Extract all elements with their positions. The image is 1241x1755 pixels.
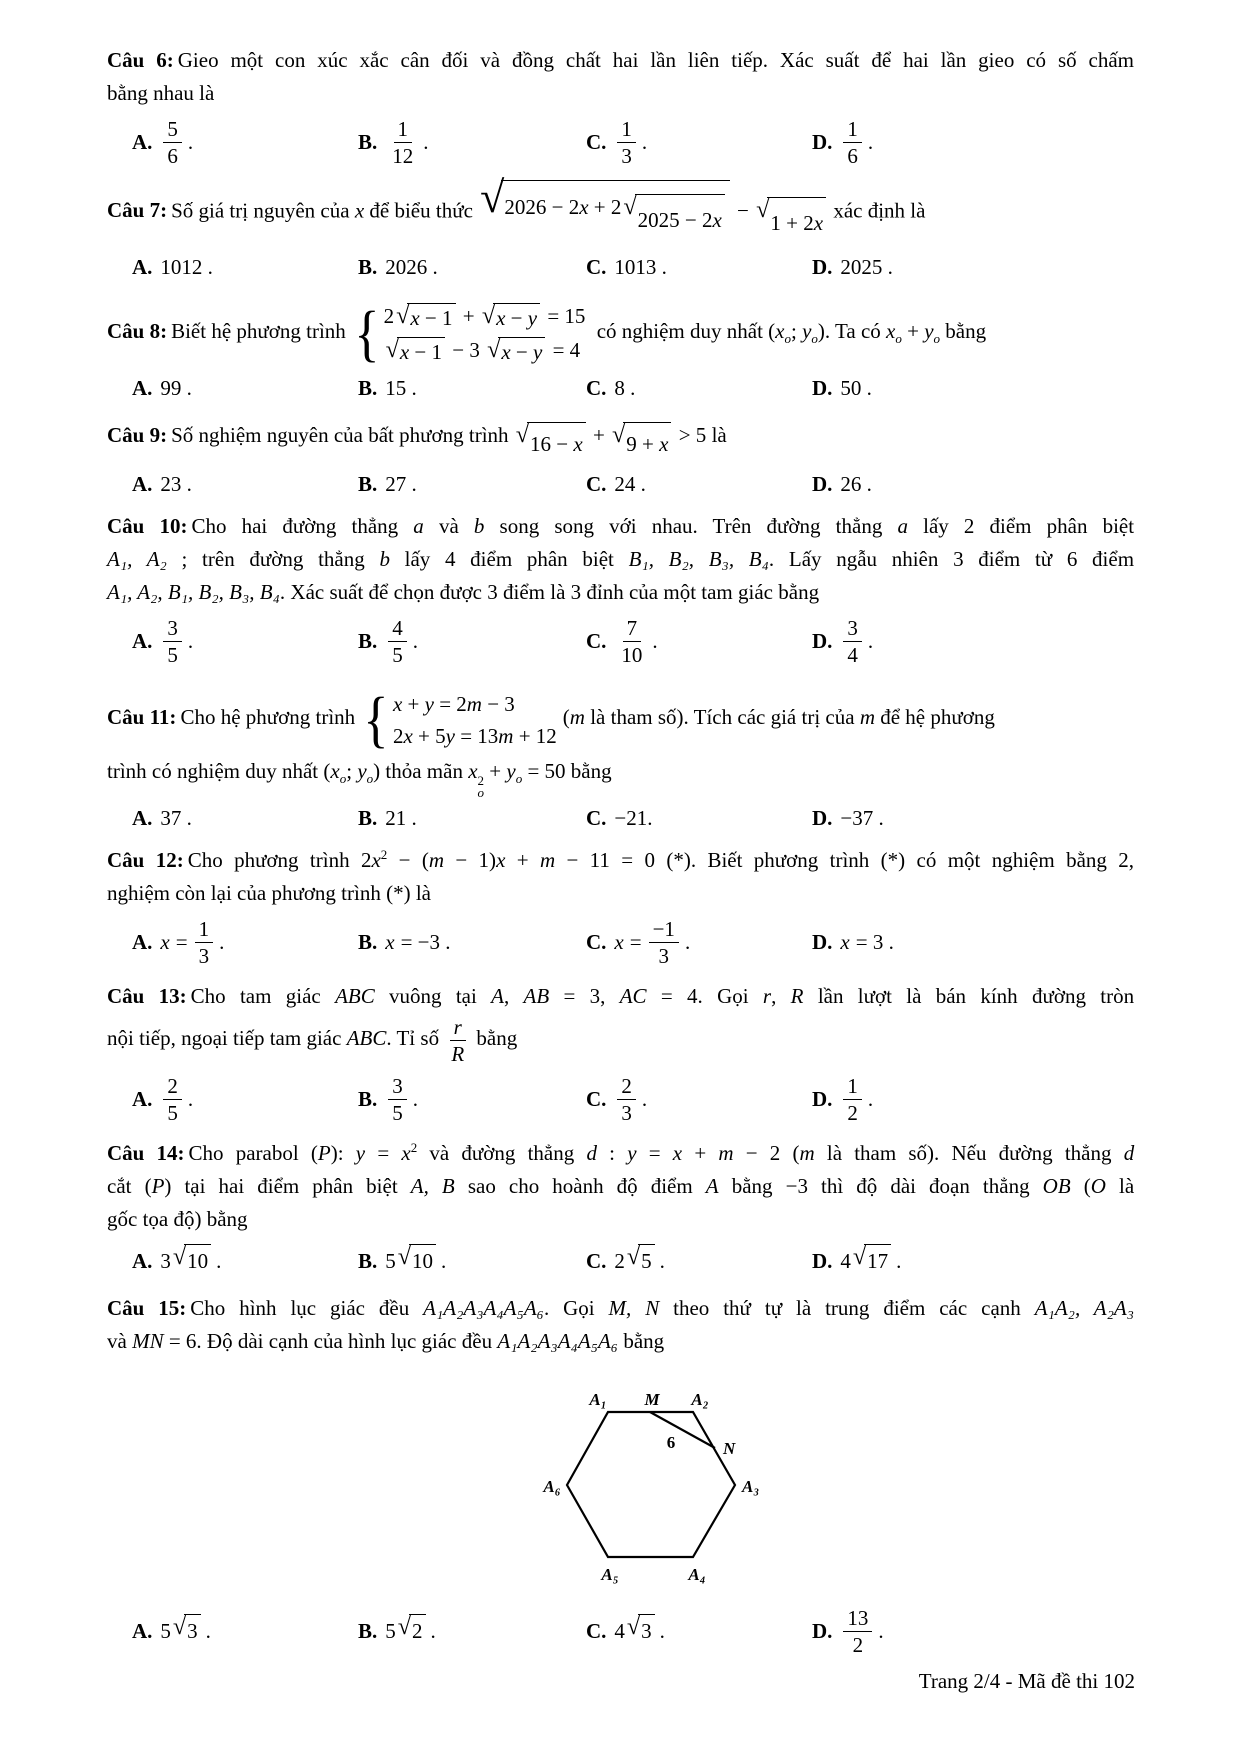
option-letter: D. [812, 806, 833, 831]
segment-length-label: 6 [666, 1433, 676, 1452]
math-frag: = 15 [547, 303, 586, 328]
math-frag: Số giá trị nguyên của [171, 198, 350, 223]
radical-sign: √ [626, 1243, 641, 1270]
text-line [107, 414, 1134, 465]
option-value: 15 . [385, 376, 417, 401]
option-letter: C. [586, 129, 607, 154]
option-letter: A. [132, 806, 153, 831]
text-line: A₁, A₂ ; trên đường thẳng b lấy 4 điểm phân biệt B₁, B₂, B₃, B₄. Lấy ngẫu nhiên 3 điểm từ 6 điểm [107, 547, 1135, 572]
option-letter: A. [132, 472, 153, 497]
option-value: 2025 . [840, 255, 893, 280]
text-line: Câu 10: Cho hai đường thẳng a và b song song với nhau. Trên đường thẳng a lấy 2 điểm phân biệt [107, 514, 1135, 539]
radical: √ 3 [173, 1614, 201, 1648]
option-value: 26 . [840, 472, 872, 497]
radical-sign: √ [480, 173, 505, 222]
fraction: $\frac{7}{10}$ [621, 615, 643, 667]
vertex-label-a6: A₆ [543, 1477, 561, 1496]
fraction: $\frac{3}{5}$ [163, 615, 182, 668]
radical [756, 197, 826, 248]
radical-sign: √ [172, 1243, 187, 1270]
fraction: $\frac{3}{4}$ [843, 615, 862, 668]
option-letter: D. [812, 472, 833, 497]
radical [516, 422, 586, 465]
option-value: 24 . [614, 472, 646, 497]
fraction [843, 116, 862, 169]
option-value: = 3 . [855, 929, 894, 954]
segment-mn [650, 1412, 715, 1448]
radicand: x − y [498, 337, 545, 366]
option-c: C. 4 √ 3 . [586, 1614, 812, 1648]
page-footer: Trang 2/4 - Mã đề thi 102 [918, 1669, 1135, 1693]
radical-sign: √ [852, 1243, 867, 1270]
option-b [358, 251, 586, 284]
question-10 [107, 510, 1134, 670]
option-d [812, 116, 1134, 169]
equation-system [361, 685, 557, 754]
option-letter: C. [586, 628, 607, 653]
question-8 [107, 293, 1134, 405]
question-13 [107, 980, 1134, 1128]
text-line: và MN = 6. Độ dài cạnh của hình lục giác đều A₁A₂A₃A₄A₅A₆ bằng [107, 1329, 665, 1353]
math-frag: + 2 [593, 195, 622, 219]
option-letter: A. [132, 628, 153, 653]
fraction: $\frac{3}{5}$ [388, 1073, 407, 1126]
option-value: 1013 . [614, 255, 667, 280]
equation-2 [384, 336, 586, 366]
option-letter: C. [586, 376, 607, 401]
text-line: Câu 14: Cho parabol (P): $y = x^2$ và đường thẳng d : y = x + m − 2 (m là tham số). Nếu đường thẳng d [107, 1140, 1135, 1165]
option-letter: B. [358, 376, 378, 401]
vertex-label-a5: A₅ [601, 1565, 619, 1584]
hexagon-outline [567, 1412, 735, 1557]
option-c: C. $\frac{2}{3}$ . [586, 1073, 648, 1125]
option-c [586, 802, 812, 835]
radical: √ 5 [627, 1244, 655, 1278]
radical-sign: √ [612, 421, 626, 449]
math-frag: bằng nhau là [107, 81, 215, 105]
fraction [388, 116, 417, 169]
radicand [635, 194, 725, 245]
math-frag: 2025 − 2 [637, 208, 713, 232]
radical-sign: √ [756, 196, 770, 224]
brace: { [363, 685, 389, 754]
math-frag: xác định là [833, 198, 926, 223]
question-15 [107, 1292, 1134, 1358]
math-frag: là [711, 423, 727, 448]
option-value: 2026 . [385, 255, 438, 280]
math-frag: − [737, 198, 749, 223]
text-line: Câu 15: Cho hình lục giác đều A₁A₂A₃A₄A₅A₆. Gọi M, N theo thứ tự là trung điểm các cạnh A₁A₂, A₂A₃ [107, 1296, 1134, 1320]
option-letter: D. [812, 628, 833, 653]
option-d [812, 468, 1134, 501]
question-10-label: Câu 10: [107, 514, 188, 539]
equation-2: 2x + 5y = 13m + 12 [392, 723, 557, 748]
equation: $2x^2 - (m - 1)x + m - 11 = 0$ [360, 847, 655, 873]
math-frag: . Ta có [824, 319, 881, 344]
question-11-label: Câu 11: [107, 705, 177, 730]
option-d: D. 4 √ 17 . [812, 1244, 1134, 1278]
num: 1 [617, 116, 636, 143]
option-letter: C. [586, 472, 607, 497]
var-x: x [579, 195, 589, 219]
option-letter: C. [586, 1618, 607, 1643]
radical: √ 17 [853, 1244, 891, 1278]
option-value: −37 . [840, 806, 884, 831]
question-7 [107, 173, 1134, 284]
sup-sub-stack: 2 o [477, 773, 485, 801]
question-7-options [107, 251, 1134, 284]
option-d [812, 802, 1134, 835]
option-b: B. $\frac{3}{5}$ . [358, 1073, 419, 1125]
option-letter: A. [132, 1086, 153, 1111]
radicand: 16 − x [527, 422, 586, 465]
radical [482, 303, 540, 332]
radical-sign: √ [397, 1613, 412, 1640]
option-value: 50 . [840, 376, 872, 401]
text-line: A₁, A₂, B₁, B₂, B₃, B₄. Xác suất để chọn được 3 điểm là 3 đỉnh của một tam giác bằng [107, 580, 820, 605]
radicand: x − y [493, 303, 540, 332]
var-x: x [712, 208, 722, 232]
fraction: $\frac{-1}{3}$ [649, 916, 679, 969]
option-a: A. $\frac{3}{5}$ . [132, 615, 194, 667]
math-frag: Gieo một con xúc xắc cân đối và đồng chất hai lần liên tiếp. Xác suất để hai lần gieo có số chấm [177, 48, 1134, 72]
option-letter: B. [358, 806, 378, 831]
option-letter: B. [358, 1086, 378, 1111]
option-d: D. x = 3 . [812, 926, 1134, 959]
fraction: $\frac{r}{R}$ [451, 1015, 465, 1066]
question-14-options [107, 1239, 1134, 1283]
question-15-label: Câu 15: [107, 1296, 187, 1320]
text-line: Câu 8: Biết hệ phương trình { 2 √ x − 1 + √ x − y = 15 √ x − 1 − 3 √ x − y = 4 có nghiệm duy nhất ($x_o$; $y_o$). Ta có $x_o + y_o$ bằng [107, 299, 987, 368]
radical [623, 194, 724, 245]
option-letter: A. [132, 929, 153, 954]
question-8-options [107, 372, 1134, 405]
math-frag: bằng [945, 319, 987, 344]
option-value: 99 . [160, 376, 192, 401]
option-b [358, 116, 586, 169]
question-12-label: Câu 12: [107, 848, 184, 873]
text-line: Câu 11: Cho hệ phương trình { x + y = 2m − 3 2x + 5y = 13m + 12 (m là tham số). Tích các giá trị của m để hệ phương [107, 685, 995, 754]
points: B₁, B₂, B₃, B₄ [628, 547, 769, 572]
fraction: $\frac{1}{3}$ [195, 916, 214, 969]
math-frag: Số nghiệm nguyên của bất phương trình [171, 423, 509, 448]
option-letter: C. [586, 806, 607, 831]
option-c: C. $\frac{7}{10}$ . [586, 615, 658, 667]
text-line: Câu 13: Cho tam giác ABC vuông tại A, AB = 3, AC = 4. Gọi r, R lần lượt là bán kính đường tròn [107, 984, 1135, 1009]
option-value: 1012 . [160, 255, 213, 280]
option-letter: D. [812, 1248, 833, 1273]
option-letter: B. [358, 1618, 378, 1643]
option-letter: A. [132, 129, 153, 154]
radical [612, 422, 671, 465]
math-frag: 2 [383, 303, 395, 328]
option-letter: A. [132, 1248, 153, 1273]
den: 6 [167, 143, 178, 168]
option-letter: B. [358, 472, 378, 497]
vertex-label-a3: A₃ [742, 1477, 760, 1496]
option-d: D. $\frac{3}{4}$ . [812, 615, 874, 667]
vertex-label-a1: A₁ [589, 1390, 607, 1409]
fraction [163, 116, 182, 169]
den: 12 [392, 143, 414, 168]
radicand: 9 + x [623, 422, 671, 465]
option-c: C. x = $\frac{-1}{3}$ . [586, 916, 691, 968]
option-b [358, 372, 586, 405]
option-letter: B. [358, 929, 378, 954]
option-letter: C. [586, 929, 607, 954]
radical [396, 303, 455, 332]
math-frag: để biểu thức [369, 198, 473, 223]
question-13-label: Câu 13: [107, 984, 187, 1009]
math-frag: ( [768, 319, 776, 344]
text-line [107, 44, 1134, 77]
question-12-options [107, 913, 1134, 971]
option-letter: D. [812, 929, 833, 954]
option-a [132, 372, 358, 405]
option-value: −21. [614, 806, 653, 831]
radical-sign: √ [172, 1613, 187, 1640]
math-frag: + [907, 319, 919, 344]
math-frag: 2026 − 2 [504, 195, 580, 219]
radical: √ 10 [398, 1244, 436, 1278]
hexagon-svg [480, 1384, 780, 1594]
radical-sign: √ [626, 1613, 641, 1640]
radical: √ 3 [627, 1614, 655, 1648]
num: 1 [394, 116, 413, 143]
option-d [812, 372, 1134, 405]
option-value: 21 . [385, 806, 417, 831]
question-8-label: Câu 8: [107, 319, 168, 344]
math-frag: . [867, 129, 874, 154]
radicand [767, 197, 826, 248]
question-6 [107, 44, 1134, 171]
var-x: x [354, 198, 365, 223]
equation-1: x + y = 2m − 3 [392, 691, 515, 716]
fraction: $\frac{1}{2}$ [843, 1073, 862, 1126]
math-frag: + [592, 423, 605, 448]
radical-sign: √ [396, 301, 410, 329]
radical-sign: √ [481, 301, 496, 329]
points: A₁A₂A₃A₄A₅A₆ [423, 1296, 544, 1320]
option-letter: D. [812, 255, 833, 280]
math-frag: Biết hệ phương trình [171, 319, 346, 344]
radical [480, 173, 730, 245]
text-line: Câu 12: Cho phương trình $2x^2 - (m - 1)x + m - 11 = 0$ (*). Biết phương trình (*) có một nghiệm bằng 2, [107, 847, 1134, 873]
radical-sign: √ [397, 1243, 412, 1270]
points: A₁A₂A₃A₄A₅A₆ [497, 1329, 619, 1353]
brace: { [354, 299, 380, 368]
text-line [107, 77, 1134, 110]
points: A₁, A₂ [107, 547, 167, 572]
option-letter: C. [586, 255, 607, 280]
option-a [132, 251, 358, 284]
math-frag: > 5 [678, 423, 707, 448]
option-value: 27 . [385, 472, 417, 497]
fraction: $\frac{13}{2}$ [843, 1605, 872, 1658]
option-c: C. 2 √ 5 . [586, 1244, 812, 1278]
option-letter: C. [586, 1086, 607, 1111]
option-value: 23 . [160, 472, 192, 497]
option-letter: D. [812, 1618, 833, 1643]
option-a: A. 3 √ 10 . [132, 1244, 358, 1278]
text-line: gốc tọa độ) bằng [107, 1207, 248, 1231]
option-letter: C. [586, 1248, 607, 1273]
option-value: 37 . [160, 806, 192, 831]
option-letter: D. [812, 1086, 833, 1111]
radical-sign: √ [623, 193, 637, 220]
radical-sign: √ [487, 335, 501, 363]
option-letter: B. [358, 255, 378, 280]
num: 5 [163, 116, 182, 143]
option-letter: A. [132, 376, 153, 401]
option-d [812, 251, 1134, 284]
points: A₁A₂, A₂A₃ [1034, 1296, 1134, 1320]
option-letter: B. [358, 129, 378, 154]
option-value: = −3 . [400, 929, 451, 954]
radical [386, 337, 445, 366]
num: 1 [843, 116, 862, 143]
question-14 [107, 1137, 1134, 1283]
vertex-label-a2: A₂ [691, 1390, 709, 1409]
radical: √ 2 [398, 1614, 426, 1648]
question-9-options [107, 468, 1134, 501]
radical [487, 337, 545, 366]
fraction: $\frac{4}{5}$ [388, 615, 407, 668]
option-b: B. 5 √ 2 . [358, 1614, 586, 1648]
option-d: D. $\frac{1}{2}$ . [812, 1073, 874, 1125]
option-letter: A. [132, 255, 153, 280]
option-letter: B. [358, 1248, 378, 1273]
question-9 [107, 414, 1134, 501]
fraction: $\frac{2}{5}$ [163, 1073, 182, 1126]
option-letter: D. [812, 376, 833, 401]
fraction: $\frac{2}{3}$ [617, 1073, 636, 1126]
option-c [586, 468, 812, 501]
question-9-label: Câu 9: [107, 423, 168, 448]
question-11 [107, 679, 1134, 835]
vertex-label-a4: A₄ [688, 1565, 706, 1584]
radicand [501, 180, 729, 245]
midpoint-label-n: N [723, 1439, 736, 1458]
option-d: D. $\frac{13}{2}$ . [812, 1605, 884, 1657]
radical-sign: √ [385, 335, 399, 363]
text-line: trình có nghiệm duy nhất ($x_o$; $y_o$) thỏa mãn x 2 o + $y_o = 50$ bằng [107, 759, 612, 801]
radicand: x − 1 [397, 337, 445, 366]
var-x: x [813, 211, 824, 236]
option-letter: B. [358, 628, 378, 653]
option-a [132, 802, 358, 835]
option-b: B. x = −3 . [358, 926, 586, 959]
option-a [132, 116, 358, 169]
option-letter: D. [812, 129, 833, 154]
math-frag: có nghiệm duy nhất [596, 319, 763, 344]
option-a [132, 468, 358, 501]
option-value: 8 . [614, 376, 636, 401]
points: A₁, A₂, B₁, B₂, B₃, B₄ [107, 580, 280, 605]
fraction [617, 116, 636, 169]
radical-sign: √ [515, 421, 530, 449]
option-c [586, 372, 812, 405]
question-14-label: Câu 14: [107, 1141, 185, 1165]
question-13-options [107, 1070, 1134, 1128]
text-line: nghiệm còn lại của phương trình (*) là [107, 881, 431, 906]
option-a: A. $\frac{2}{5}$ . [132, 1073, 194, 1125]
text-line: cắt (P) tại hai điểm phân biệt A, B sao cho hoành độ điểm A bằng −3 thì độ dài đoạn thẳng OB (O là [107, 1174, 1135, 1198]
question-12 [107, 844, 1134, 971]
question-10-options [107, 612, 1134, 670]
option-c [586, 251, 812, 284]
equation-system [352, 299, 586, 368]
option-c [586, 116, 812, 169]
math-frag: 1 + 2 [770, 211, 814, 236]
radical: √ 10 [173, 1244, 211, 1278]
question-11-options [107, 802, 1134, 835]
hexagon-figure [480, 1384, 780, 1594]
option-b [358, 802, 586, 835]
midpoint-label-m: M [644, 1390, 660, 1409]
question-6-options [107, 113, 1134, 171]
option-b: B. 5 √ 10 . [358, 1244, 586, 1278]
text-line: nội tiếp, ngoại tiếp tam giác ABC. Tỉ số $\frac{r}{R}$ bằng [107, 1015, 518, 1066]
question-7-label: Câu 7: [107, 198, 168, 223]
math-frag: . [423, 129, 429, 154]
den: 6 [847, 143, 858, 168]
math-frag: − 3 [452, 337, 480, 362]
math-frag: = 4 [552, 337, 581, 362]
option-letter: A. [132, 1618, 153, 1643]
question-6-label: Câu 6: [107, 48, 174, 72]
math-frag: + [462, 303, 475, 328]
math-frag: . [187, 129, 194, 154]
den: 3 [621, 143, 632, 168]
question-15-options [107, 1602, 1134, 1660]
radicand: x − 1 [407, 303, 455, 332]
text-line [107, 173, 1134, 248]
option-a: A. 5 √ 3 . [132, 1614, 358, 1648]
math-frag: . [641, 129, 648, 154]
equation-1 [384, 302, 586, 332]
option-a: A. x = $\frac{1}{3}$ . [132, 916, 225, 968]
option-b [358, 468, 586, 501]
option-b: B. $\frac{4}{5}$ . [358, 615, 419, 667]
